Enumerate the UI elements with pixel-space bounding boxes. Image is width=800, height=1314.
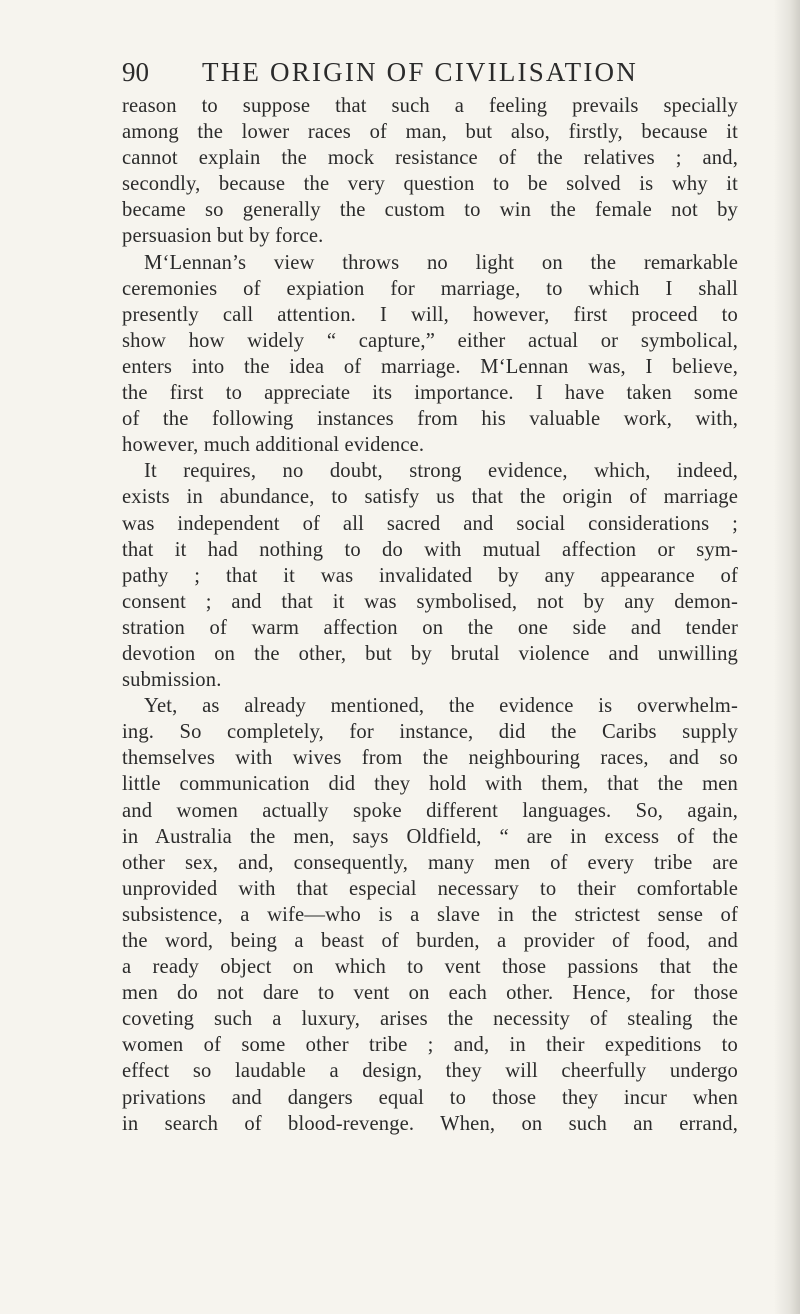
text-line: the word, being a beast of burden, a provider of food, and: [122, 930, 738, 952]
text-line: little communication did they hold with them, that the men: [122, 773, 738, 796]
text-line: persuasion but by force.: [122, 225, 324, 248]
body-text: [122, 93, 738, 1137]
text-line: among the lower races of man, but also, firstly, because it: [122, 121, 738, 144]
text-line: devotion on the other, but by brutal violence and unwilling: [122, 642, 738, 665]
text-line: other sex, and, consequently, many men of every tribe are: [122, 851, 738, 874]
text-line: submission.: [122, 669, 222, 692]
text-line: enters into the idea of marriage. M‘Lennan was, I believe,: [122, 355, 738, 378]
text-line: however, much additional evidence.: [122, 434, 425, 457]
text-line: Yet, as already mentioned, the evidence is overwhelm-: [144, 695, 738, 718]
text-line: women of some other tribe ; and, in their expeditions to: [122, 1034, 738, 1057]
text-line: was independent of all sacred and social considerations ;: [122, 512, 738, 535]
text-line: secondly, because the very question to be solved is why it: [122, 173, 738, 196]
text-line: show how widely “ capture,” either actual or symbolical,: [122, 329, 738, 352]
text-line: themselves with wives from the neighbouring races, and so: [122, 747, 738, 770]
text-line: It requires, no doubt, strong evidence, which, indeed,: [144, 460, 738, 483]
text-line: a ready object on which to vent those passions that the: [122, 956, 738, 979]
text-line: subsistence, a wife—who is a slave in the strictest sense of: [122, 903, 738, 926]
text-line: pathy ; that it was invalidated by any appearance of: [122, 564, 738, 587]
text-line: in search of blood-revenge. When, on such an errand,: [122, 1112, 738, 1135]
page-number: 90: [122, 57, 149, 87]
text-line: M‘Lennan’s view throws no light on the remarkable: [144, 251, 738, 274]
text-line: that it had nothing to do with mutual affection or sym-: [122, 538, 738, 561]
text-line: cannot explain the mock resistance of the relatives ; and,: [122, 147, 738, 170]
text-line: men do not dare to vent on each other. Hence, for those: [122, 982, 738, 1005]
text-line: exists in abundance, to satisfy us that the origin of marriage: [122, 486, 738, 509]
page-header: [122, 52, 712, 92]
text-line: effect so laudable a design, they will cheerfully undergo: [122, 1060, 738, 1083]
text-line: and women actually spoke different languages. So, again,: [122, 799, 738, 822]
text-line: ceremonies of expiation for marriage, to which I shall: [122, 277, 738, 300]
text-line: the first to appreciate its importance. I have taken some: [122, 382, 738, 405]
text-line: reason to suppose that such a feeling prevails specially: [122, 95, 738, 117]
text-line: coveting such a luxury, arises the necessity of stealing the: [122, 1008, 738, 1031]
text-line: of the following instances from his valuable work, with,: [122, 408, 738, 431]
text-line: stration of warm affection on the one side and tender: [122, 616, 738, 639]
text-line: ing. So completely, for instance, did the Caribs supply: [122, 721, 738, 744]
text-line: in Australia the men, says Oldfield, “ are in excess of the: [122, 825, 738, 848]
text-line: privations and dangers equal to those they incur when: [122, 1086, 738, 1109]
text-line: presently call attention. I will, however, first proceed to: [122, 303, 738, 326]
page-edge-shadow: [774, 0, 800, 1314]
text-line: consent ; and that it was symbolised, not by any demon-: [122, 590, 738, 613]
running-head: THE ORIGIN OF CIVILISATION: [202, 57, 638, 87]
text-line: unprovided with that especial necessary to their comfortable: [122, 877, 738, 900]
text-line: became so generally the custom to win the female not by: [122, 199, 738, 222]
